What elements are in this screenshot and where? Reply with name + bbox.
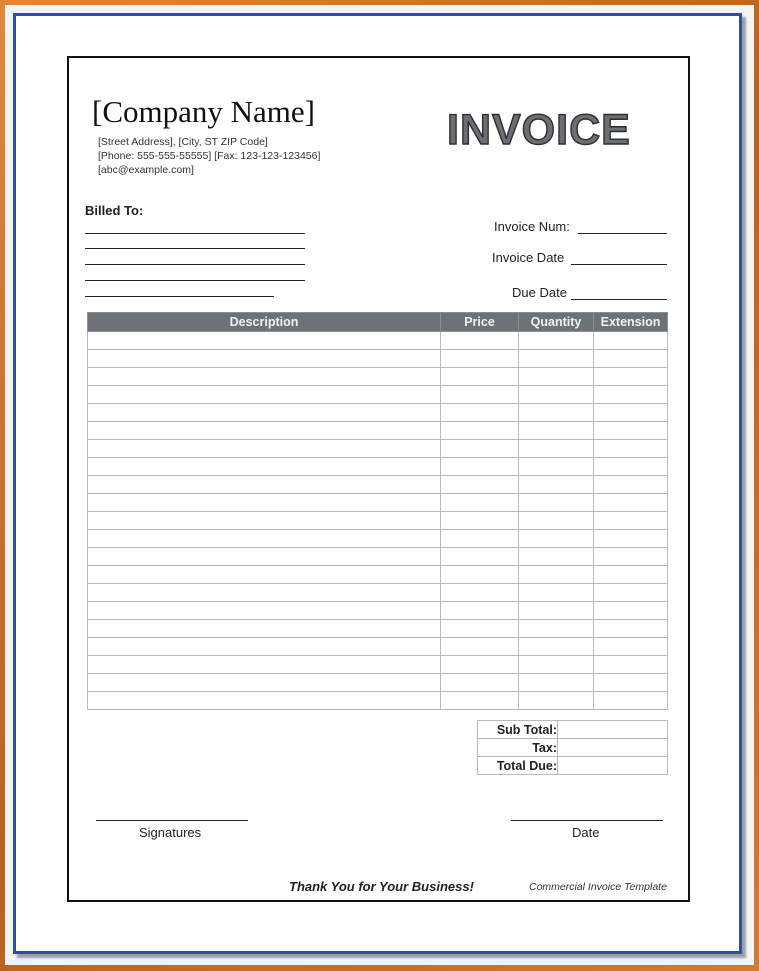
table-row bbox=[88, 332, 668, 350]
description-cell[interactable] bbox=[88, 530, 441, 548]
extension-cell[interactable] bbox=[594, 350, 668, 368]
extension-cell[interactable] bbox=[594, 476, 668, 494]
table-row bbox=[88, 476, 668, 494]
table-row bbox=[88, 350, 668, 368]
billed-to-line-5 bbox=[85, 296, 274, 297]
table-row bbox=[88, 512, 668, 530]
table-row bbox=[88, 494, 668, 512]
billed-to-line-4 bbox=[85, 280, 305, 281]
column-header-extension: Extension bbox=[594, 313, 668, 332]
table-row bbox=[88, 584, 668, 602]
extension-cell[interactable] bbox=[594, 404, 668, 422]
quantity-cell[interactable] bbox=[519, 602, 594, 620]
quantity-cell[interactable] bbox=[519, 458, 594, 476]
price-cell[interactable] bbox=[441, 458, 519, 476]
price-cell[interactable] bbox=[441, 404, 519, 422]
column-header-quantity: Quantity bbox=[519, 313, 594, 332]
company-address: [Street Address], [City, ST ZIP Code] bbox=[98, 136, 268, 148]
sub-total-row bbox=[478, 721, 668, 739]
date-line bbox=[511, 820, 663, 821]
extension-cell[interactable] bbox=[594, 584, 668, 602]
sub-total-value[interactable] bbox=[558, 721, 668, 739]
price-cell[interactable] bbox=[441, 386, 519, 404]
description-cell[interactable] bbox=[88, 656, 441, 674]
company-phone-fax: [Phone: 555-555-55555] [Fax: 123-123-123456] bbox=[98, 150, 321, 162]
description-cell[interactable] bbox=[88, 566, 441, 584]
extension-cell[interactable] bbox=[594, 620, 668, 638]
quantity-cell[interactable] bbox=[519, 584, 594, 602]
extension-cell[interactable] bbox=[594, 494, 668, 512]
price-cell[interactable] bbox=[441, 620, 519, 638]
price-cell[interactable] bbox=[441, 548, 519, 566]
quantity-cell[interactable] bbox=[519, 404, 594, 422]
price-cell[interactable] bbox=[441, 656, 519, 674]
invoice-date-label: Invoice Date bbox=[492, 250, 565, 265]
price-cell[interactable] bbox=[441, 494, 519, 512]
extension-cell[interactable] bbox=[594, 566, 668, 584]
description-cell[interactable] bbox=[88, 458, 441, 476]
quantity-cell[interactable] bbox=[519, 638, 594, 656]
tax-label: Tax: bbox=[478, 739, 558, 757]
quantity-cell[interactable] bbox=[519, 476, 594, 494]
description-cell[interactable] bbox=[88, 386, 441, 404]
description-cell[interactable] bbox=[88, 512, 441, 530]
extension-cell[interactable] bbox=[594, 602, 668, 620]
company-email: [abc@example.com] bbox=[98, 164, 194, 176]
total-due-value[interactable] bbox=[558, 757, 668, 775]
extension-cell[interactable] bbox=[594, 548, 668, 566]
price-cell[interactable] bbox=[441, 422, 519, 440]
quantity-cell[interactable] bbox=[519, 566, 594, 584]
price-cell[interactable] bbox=[441, 476, 519, 494]
tax-value[interactable] bbox=[558, 739, 668, 757]
quantity-cell[interactable] bbox=[519, 692, 594, 710]
table-row bbox=[88, 692, 668, 710]
sub-total-label: Sub Total: bbox=[478, 721, 558, 739]
totals-table bbox=[477, 720, 668, 775]
quantity-cell[interactable] bbox=[519, 368, 594, 386]
table-row bbox=[88, 638, 668, 656]
billed-to-label: Billed To: bbox=[85, 203, 144, 218]
extension-cell[interactable] bbox=[594, 656, 668, 674]
price-cell[interactable] bbox=[441, 674, 519, 692]
description-cell[interactable] bbox=[88, 548, 441, 566]
signatures-label: Signatures bbox=[139, 825, 202, 840]
price-cell[interactable] bbox=[441, 692, 519, 710]
table-row bbox=[88, 368, 668, 386]
price-cell[interactable] bbox=[441, 350, 519, 368]
table-row bbox=[88, 422, 668, 440]
signature-line bbox=[96, 820, 248, 821]
invoice-title: INVOICE bbox=[447, 106, 631, 154]
table-row bbox=[88, 440, 668, 458]
price-cell[interactable] bbox=[441, 332, 519, 350]
description-cell[interactable] bbox=[88, 350, 441, 368]
line-items-table bbox=[87, 312, 668, 710]
table-row bbox=[88, 674, 668, 692]
quantity-cell[interactable] bbox=[519, 512, 594, 530]
price-cell[interactable] bbox=[441, 440, 519, 458]
due-date-label: Due Date bbox=[512, 285, 567, 300]
price-cell[interactable] bbox=[441, 512, 519, 530]
description-cell[interactable] bbox=[88, 368, 441, 386]
quantity-cell[interactable] bbox=[519, 548, 594, 566]
thank-you-message: Thank You for Your Business! bbox=[289, 879, 474, 894]
extension-cell[interactable] bbox=[594, 530, 668, 548]
extension-cell[interactable] bbox=[594, 512, 668, 530]
invoice-date-line bbox=[571, 264, 667, 265]
total-due-row bbox=[478, 757, 668, 775]
table-row bbox=[88, 566, 668, 584]
billed-to-line-1 bbox=[85, 233, 305, 234]
description-cell[interactable] bbox=[88, 422, 441, 440]
price-cell[interactable] bbox=[441, 566, 519, 584]
quantity-cell[interactable] bbox=[519, 386, 594, 404]
extension-cell[interactable] bbox=[594, 422, 668, 440]
quantity-cell[interactable] bbox=[519, 530, 594, 548]
table-row bbox=[88, 458, 668, 476]
quantity-cell[interactable] bbox=[519, 440, 594, 458]
description-cell[interactable] bbox=[88, 674, 441, 692]
quantity-cell[interactable] bbox=[519, 494, 594, 512]
description-cell[interactable] bbox=[88, 638, 441, 656]
price-cell[interactable] bbox=[441, 638, 519, 656]
quantity-cell[interactable] bbox=[519, 656, 594, 674]
column-header-price: Price bbox=[441, 313, 519, 332]
table-row bbox=[88, 386, 668, 404]
billed-to-line-2 bbox=[85, 248, 305, 249]
description-cell[interactable] bbox=[88, 602, 441, 620]
description-cell[interactable] bbox=[88, 692, 441, 710]
template-note: Commercial Invoice Template bbox=[529, 881, 667, 893]
price-cell[interactable] bbox=[441, 602, 519, 620]
table-header-row bbox=[88, 313, 668, 332]
extension-cell[interactable] bbox=[594, 332, 668, 350]
extension-cell[interactable] bbox=[594, 458, 668, 476]
description-cell[interactable] bbox=[88, 494, 441, 512]
company-name: [Company Name] bbox=[92, 94, 315, 129]
date-label: Date bbox=[572, 825, 600, 840]
description-cell[interactable] bbox=[88, 404, 441, 422]
extension-cell[interactable] bbox=[594, 674, 668, 692]
price-cell[interactable] bbox=[441, 584, 519, 602]
extension-cell[interactable] bbox=[594, 386, 668, 404]
quantity-cell[interactable] bbox=[519, 332, 594, 350]
due-date-line bbox=[571, 299, 667, 300]
total-due-label: Total Due: bbox=[478, 757, 558, 775]
table-row bbox=[88, 548, 668, 566]
table-row bbox=[88, 404, 668, 422]
quantity-cell[interactable] bbox=[519, 422, 594, 440]
price-cell[interactable] bbox=[441, 368, 519, 386]
extension-cell[interactable] bbox=[594, 440, 668, 458]
quantity-cell[interactable] bbox=[519, 620, 594, 638]
price-cell[interactable] bbox=[441, 530, 519, 548]
description-cell[interactable] bbox=[88, 440, 441, 458]
description-cell[interactable] bbox=[88, 620, 441, 638]
extension-cell[interactable] bbox=[594, 692, 668, 710]
extension-cell[interactable] bbox=[594, 368, 668, 386]
invoice-num-label: Invoice Num: bbox=[494, 219, 570, 234]
extension-cell[interactable] bbox=[594, 638, 668, 656]
table-row bbox=[88, 602, 668, 620]
quantity-cell[interactable] bbox=[519, 674, 594, 692]
table-row bbox=[88, 620, 668, 638]
tax-row bbox=[478, 739, 668, 757]
description-cell[interactable] bbox=[88, 476, 441, 494]
billed-to-line-3 bbox=[85, 264, 305, 265]
table-row bbox=[88, 656, 668, 674]
column-header-description: Description bbox=[88, 313, 441, 332]
table-row bbox=[88, 530, 668, 548]
description-cell[interactable] bbox=[88, 584, 441, 602]
invoice-num-line bbox=[578, 233, 667, 234]
line-items-body bbox=[88, 332, 668, 710]
description-cell[interactable] bbox=[88, 332, 441, 350]
quantity-cell[interactable] bbox=[519, 350, 594, 368]
